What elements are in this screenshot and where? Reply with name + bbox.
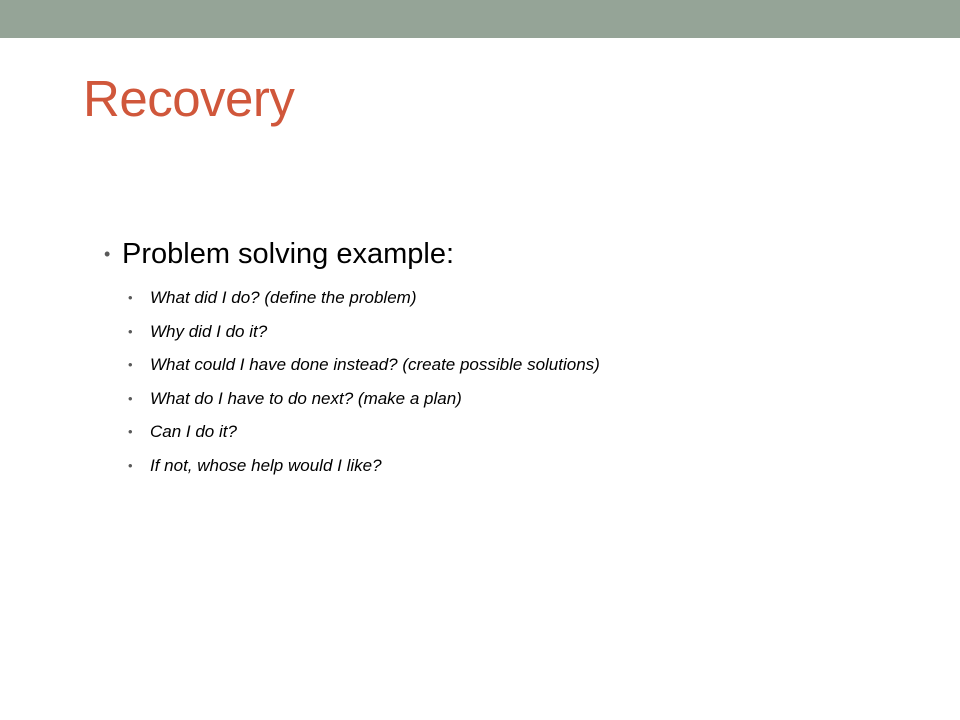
top-accent-bar <box>0 0 960 38</box>
sub-bullet <box>104 315 924 349</box>
bullet-dot-icon: • <box>128 457 133 473</box>
bullet-dot-icon: • <box>128 323 133 339</box>
sub-bullet <box>104 281 924 315</box>
sub-bullet-text: What could I have done instead? (create possible solutions) <box>150 355 600 374</box>
sub-bullet <box>104 415 924 449</box>
sub-bullet-list <box>104 281 924 482</box>
bullet-dot-icon: • <box>128 357 133 372</box>
bullet-dot-icon: • <box>104 244 111 264</box>
main-bullet-text: Problem solving example: <box>122 238 455 270</box>
slide-title: Recovery <box>83 70 295 127</box>
sub-bullet-text: If not, whose help would I like? <box>150 455 382 475</box>
sub-bullet-text: What do I have to do next? (make a plan) <box>150 388 462 408</box>
sub-bullet <box>104 348 924 382</box>
slide-content <box>104 232 924 482</box>
bullet-dot-icon: • <box>128 424 133 439</box>
bullet-dot-icon: • <box>128 290 133 305</box>
sub-bullet-text: Why did I do it? <box>150 321 268 341</box>
sub-bullet <box>104 449 924 483</box>
bullet-dot-icon: • <box>128 390 133 406</box>
sub-bullet <box>104 382 924 416</box>
sub-bullet-text: What did I do? (define the problem) <box>150 288 417 307</box>
main-bullet <box>104 232 924 279</box>
sub-bullet-text: Can I do it? <box>150 422 237 441</box>
